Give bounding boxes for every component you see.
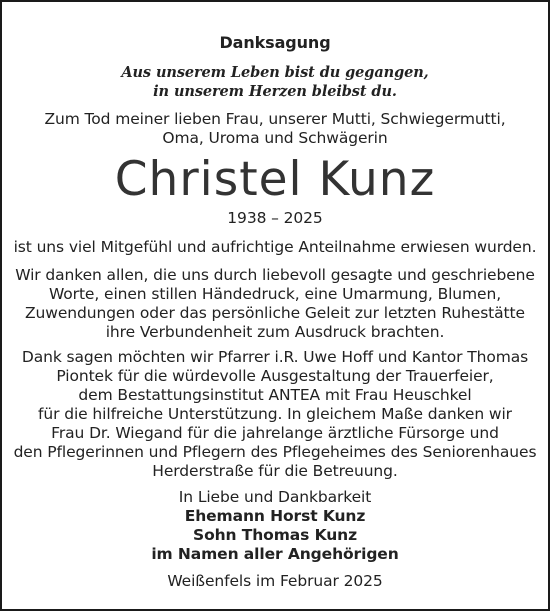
special-thanks-line-4: für die hilfreiche Unterstützung. In gleichem Maße danken wir [38, 405, 512, 423]
special-thanks-line-2: Piontek für die würdevolle Ausgestaltung der Trauerfeier, [56, 367, 494, 385]
special-thanks-line-1: Dank sagen möchten wir Pfarrer i.R. Uwe Hoff und Kantor Thomas [21, 348, 529, 366]
signatory-2: Sohn Thomas Kunz [193, 526, 357, 544]
special-thanks-line-7: Herderstraße für die Betreuung. [152, 462, 398, 480]
place-and-date: Weißenfels im Februar 2025 [167, 572, 383, 590]
deceased-name: Christel Kunz [114, 152, 436, 207]
sympathy-line: ist uns viel Mitgefühl und aufrichtige Anteilnahme erwiesen wurden. [13, 238, 537, 256]
intro-line-2: Oma, Uroma und Schwägerin [162, 129, 388, 147]
motto-line-2: in unserem Herzen bleibst du. [153, 83, 397, 100]
special-thanks-line-3: dem Bestattungsinstitut ANTEA mit Frau Heuschkel [78, 386, 472, 404]
thanks-line-2: Worte, einen stillen Händedruck, eine Umarmung, Blumen, [48, 285, 502, 303]
motto-line-1: Aus unserem Leben bist du gegangen, [121, 64, 429, 81]
closing-line: In Liebe und Dankbarkeit [178, 488, 372, 506]
special-thanks-line-6: den Pflegerinnen und Pflegern des Pflegeheimes des Seniorenhaues [13, 443, 537, 461]
signatory-1: Ehemann Horst Kunz [184, 507, 366, 525]
life-years: 1938 – 2025 [227, 209, 323, 227]
thanks-line-1: Wir danken allen, die uns durch liebevoll gesagte und geschriebene [15, 266, 535, 284]
signatory-3: im Namen aller Angehörigen [151, 545, 399, 563]
notice-heading: Danksagung [219, 33, 331, 52]
thanks-line-4: ihre Verbundenheit zum Ausdruck brachten. [105, 323, 445, 341]
intro-line-1: Zum Tod meiner lieben Frau, unserer Mutti, Schwiegermutti, [44, 110, 506, 128]
thanks-line-3: Zuwendungen oder das persönliche Geleit zur letzten Ruhestätte [25, 304, 525, 322]
special-thanks-line-5: Frau Dr. Wiegand für die jahrelange ärztliche Fürsorge und [51, 424, 499, 442]
